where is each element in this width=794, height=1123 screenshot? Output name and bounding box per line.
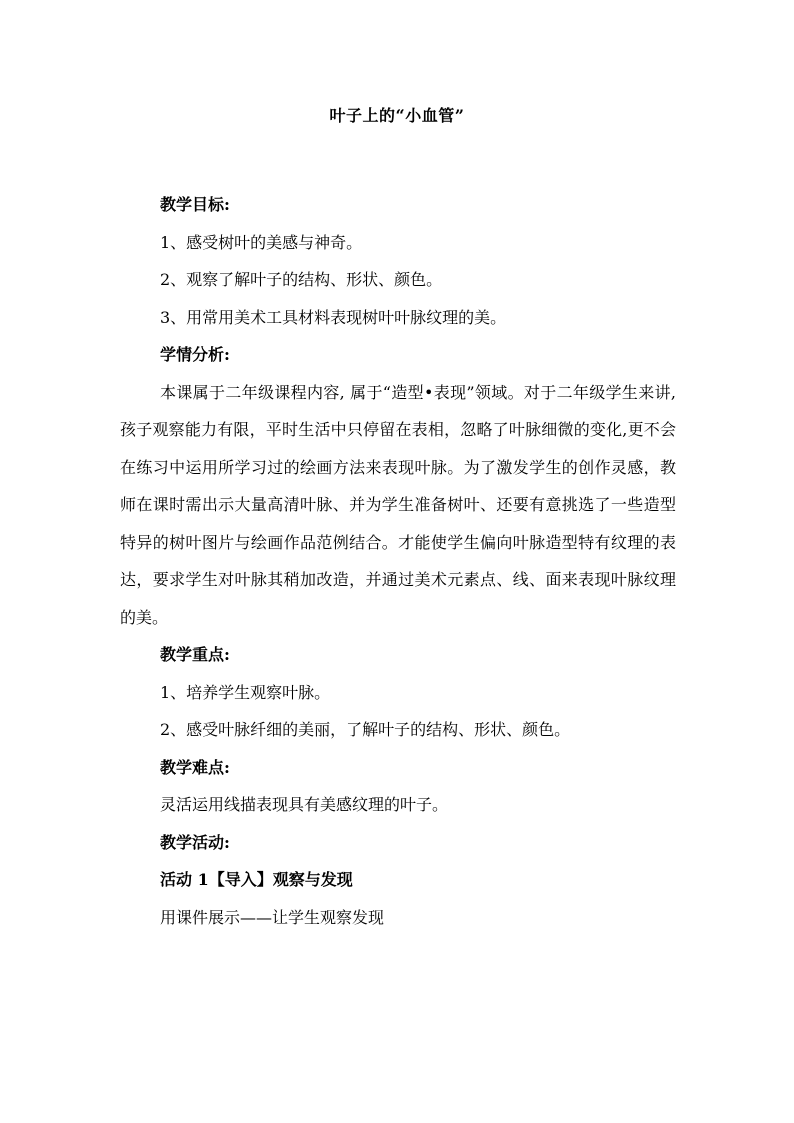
key-point-item-2: 2、感受叶脉纤细的美丽，了解叶子的结构、形状、颜色。 xyxy=(160,720,571,739)
activity-1-title: 活动 1【导入】观察与发现 xyxy=(160,870,353,889)
key-points-heading: 教学重点: xyxy=(160,645,230,664)
document-title: 叶子上的“小血管” xyxy=(329,106,465,125)
activity-1-text: 用课件展示——让学生观察发现 xyxy=(160,907,385,927)
activities-heading: 教学活动: xyxy=(160,832,230,852)
goal-item-3: 3、用常用美术工具材料表现树叶叶脉纹理的美。 xyxy=(160,307,507,327)
difficulties-text: 灵活运用线描表现具有美感纹理的叶子。 xyxy=(160,795,449,814)
document-body xyxy=(120,186,676,936)
key-point-item-1: 1、培养学生观察叶脉。 xyxy=(160,682,331,702)
goal-item-1: 1、感受树叶的美感与神奇。 xyxy=(160,232,363,252)
difficulties-heading: 教学难点: xyxy=(160,757,230,777)
goals-heading: 教学目标: xyxy=(160,195,230,214)
goal-item-2: 2、观察了解叶子的结构、形状、颜色。 xyxy=(160,270,443,289)
analysis-paragraph: 本课属于二年级课程内容, 属于“造型•表现”领域。对于二年级学生来讲, 孩子观察能力有限，平时生活中只停留在表相，忽略了叶脉细微的变化,更不会在练习中运用所学习过的绘画方法来表现叶脉。为了激发学生的创作灵感，教师在课时需出示大量高清叶脉、并为学生准备树叶、还要有意挑选了一些造型特异的树叶图片与绘画作品范例结合。才能使学生偏向叶脉造型特有纹理的表达，要求学生对叶脉其稍加改造，并通过美术元素点、线、面来表现叶脉纹理的美。 xyxy=(120,382,676,627)
analysis-heading: 学情分析: xyxy=(160,345,230,364)
